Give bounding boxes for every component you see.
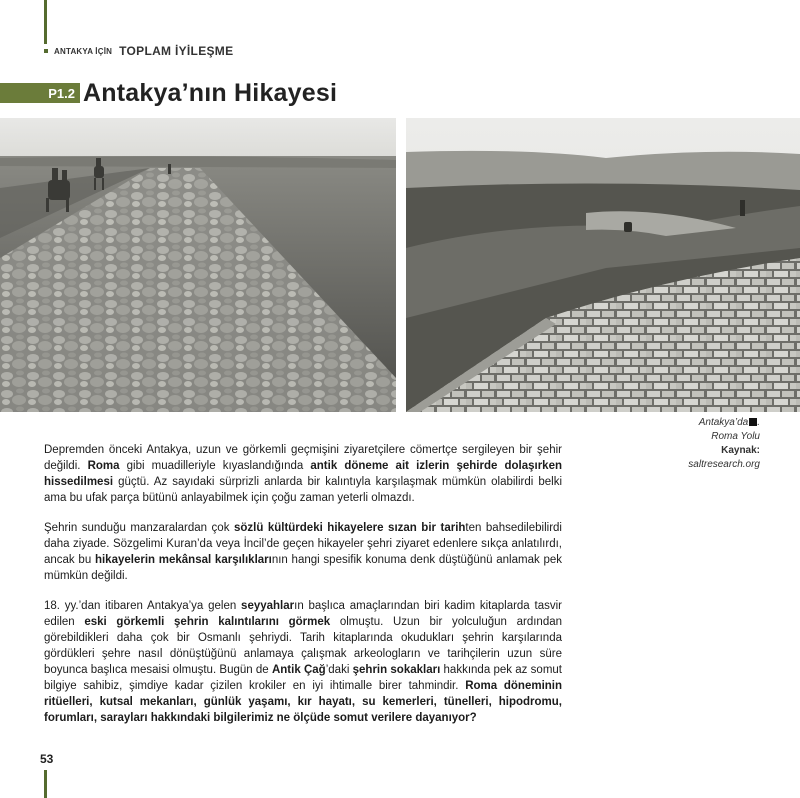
paragraph-text: gibi muadilleriyle kıyaslandığında <box>119 460 311 472</box>
emphasis-text: şehrin sokakları <box>352 664 441 676</box>
paragraph-text: Şehrin sunduğu manzaralardan çok <box>44 522 234 534</box>
paragraph <box>44 598 562 726</box>
bottom-accent-bar <box>44 770 47 798</box>
paragraph-text: olmuştu. Uzun bir yolculuğun ardından görebildikleri daha çok bir Osmanlı şehriydi. Tarih kitaplarında okudukları şehrin karşılarında gördükleri şehre nasıl dönüştüğünü anlamaya çalışmak arkeologların ve tarihçilerin uzun süre boyunca başlıca mesaisi olmuştu. Bugün de <box>44 616 563 676</box>
emphasis-text: Roma döneminin ritüelleri, kutsal mekanları, günlük yaşamı, kır hayatı, su kemerleri, tünelleri, hipodromu, forumları, sarayları hakkındaki bilgilerimiz ne ölçüde somut verilere dayanıyor? <box>44 680 563 724</box>
roman-road-photo-left <box>0 118 396 412</box>
paragraph-text: 18. yy.’dan itibaren Antakya’ya gelen <box>44 600 242 612</box>
emphasis-text: antik döneme ait izlerin şehirde dolaşırken hissedilmesi <box>44 460 563 488</box>
photo-caption <box>640 416 760 472</box>
emphasis-text: seyyahlar <box>241 600 295 612</box>
section-title: Antakya’nın Hikayesi <box>83 78 338 107</box>
paragraph-text: nın hangi spesifik konuma denk düştüğünü anlamak pek mümkün değildi. <box>44 554 563 582</box>
emphasis-text: Antik Çağ <box>271 664 326 676</box>
caption-source-link[interactable]: saltresearch.org <box>688 459 760 470</box>
section-code-badge: P1.2 <box>0 83 80 103</box>
body-text <box>44 442 562 740</box>
header-title: TOPLAM İYİLEŞME <box>119 44 234 58</box>
paragraph-text: ten bahsedilebilirdi daha ziyade. Sözgelimi Kuran’da veya İncil’de geçen hikayeler şehri ziyaret edenlere sıkça anlatılırdı, ancak bu <box>44 522 562 566</box>
running-header <box>44 44 233 58</box>
roman-road-photo-right <box>406 118 800 412</box>
section-heading <box>0 80 337 106</box>
caption-source-label: Kaynak: <box>721 445 760 456</box>
emphasis-text: Roma <box>87 460 120 472</box>
page-number: 53 <box>40 752 54 766</box>
paragraph-text: Depremden önceki Antakya, uzun ve görkemli geçmişini ziyaretçilere cömertçe sergileyen bir şehir değildi. <box>44 444 562 472</box>
emphasis-text: hikayelerin mekânsal karşılıkları <box>94 554 272 566</box>
paragraph-text: ’daki <box>325 664 353 676</box>
header-prefix: ANTAKYA İÇİN <box>54 46 113 56</box>
caption-marker-icon <box>749 418 757 426</box>
emphasis-text: sözlü kültürdeki hikayelere sızan bir tarih <box>233 522 466 534</box>
paragraph <box>44 520 562 584</box>
top-accent-bar <box>44 0 47 44</box>
caption-line-1: Antakya’da . <box>698 417 760 428</box>
caption-place: Antakya’da <box>698 417 749 428</box>
paragraph <box>44 442 562 506</box>
paragraph-text: ın başlıca amaçlarından biri kadim kitaplarda tasvir edilen <box>44 600 562 628</box>
paragraph-text: güçtü. Az sayıdaki sürprizli anlarda bir kalıntıyla karşılaşmak mümkün olabilirdi belki ama bu ufak parça bütünü anlayabilmek için çoğu zaman yeterli olmazdı. <box>44 476 562 504</box>
header-bullet <box>44 49 48 53</box>
paragraph-text: hakkında pek az somut bilgiye sahibiz, şimdiye kadar çizilen krokiler en iyi ihtimalle birer tahmindir. <box>44 664 562 692</box>
emphasis-text: eski görkemli şehrin kalıntılarını görmek <box>84 616 331 628</box>
caption-line-2: Roma Yolu <box>711 431 760 442</box>
